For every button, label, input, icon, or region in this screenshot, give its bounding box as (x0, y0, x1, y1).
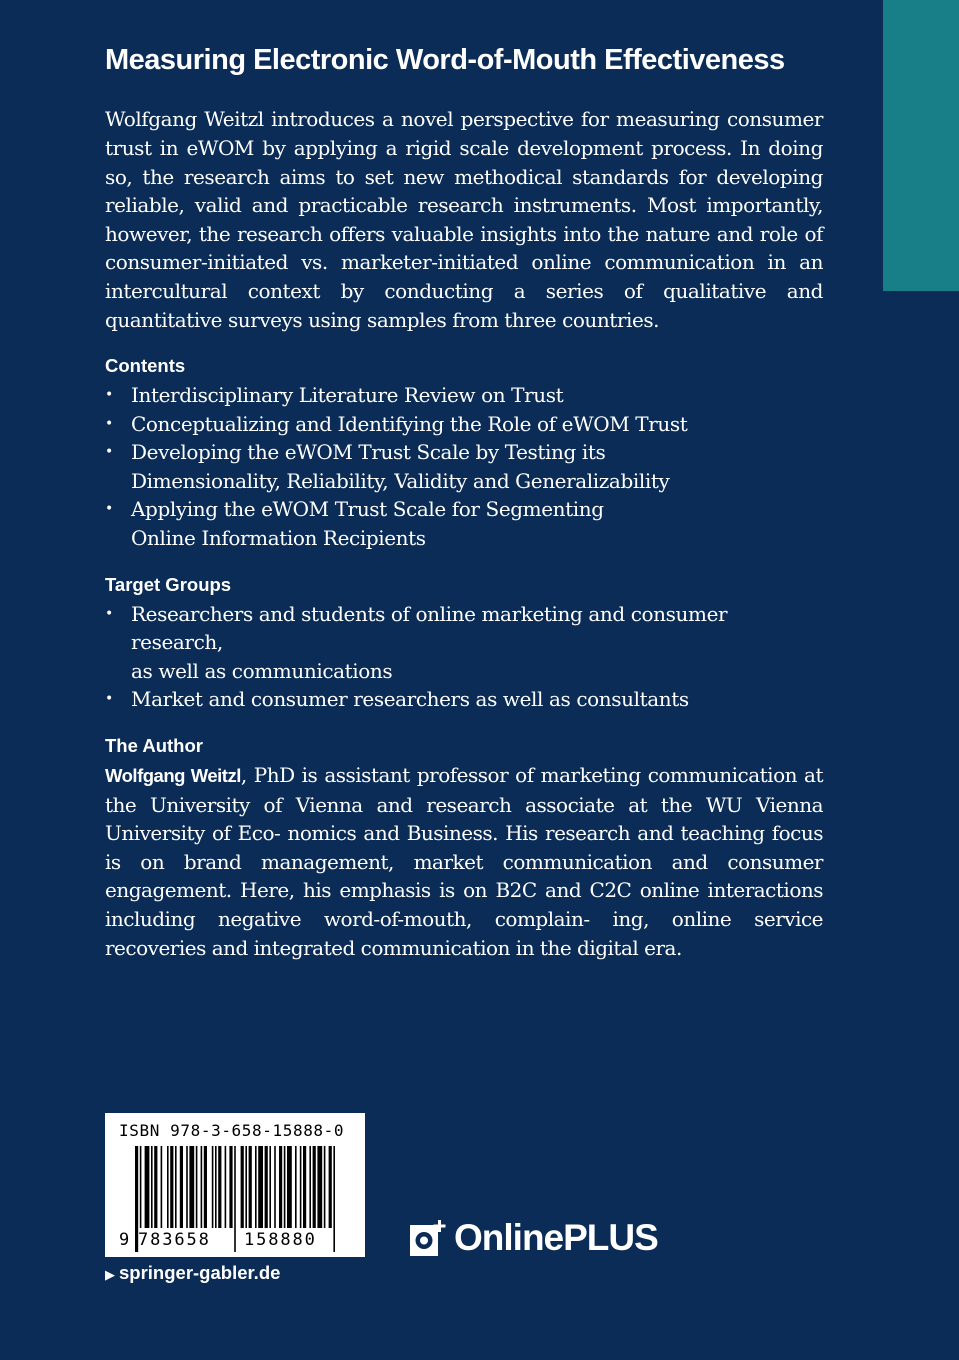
barcode-digit-group-left: 783658 (138, 1230, 211, 1250)
barcode-bar (154, 1146, 157, 1228)
back-cover-text (105, 40, 823, 962)
barcode-bar (258, 1146, 263, 1228)
barcode-bar (309, 1146, 311, 1228)
barcode-digit-group-right: 158880 (244, 1230, 317, 1250)
intro-line: aims to set new methodical standards for developing reliable, valid and practicable (105, 164, 823, 218)
barcode-bar (175, 1146, 177, 1228)
barcode-bar (201, 1146, 203, 1228)
barcode-bar (215, 1146, 217, 1228)
barcode-bar (229, 1146, 232, 1228)
barcode-bar (313, 1146, 316, 1228)
barcode-bar (196, 1146, 198, 1228)
barcode-bar (145, 1146, 150, 1228)
barcode-bar (225, 1146, 227, 1228)
barcode-bar (295, 1146, 297, 1228)
bullet-icon: • (105, 387, 113, 404)
onlineplus-icon (410, 1218, 446, 1258)
contents-heading: Contents (105, 355, 186, 377)
bullet-icon: • (105, 444, 113, 461)
target-groups-list (105, 600, 823, 714)
barcode-bar (324, 1146, 326, 1228)
book-title: Measuring Electronic Word-of-Mouth Effectiveness (105, 44, 785, 76)
intro-paragraph (105, 105, 823, 334)
barcode-bar (333, 1146, 335, 1252)
barcode-bar (241, 1146, 244, 1228)
barcode-bar (279, 1146, 282, 1228)
barcode-bar (212, 1146, 214, 1228)
intro-line: Wolfgang Weitzl introduces a novel perspective for measuring consumer trust in (105, 107, 823, 160)
barcode-bar (274, 1146, 276, 1228)
isbn-label: ISBN 978-3-658-15888-0 (119, 1121, 345, 1140)
list-item: • Researchers and students of online marketing and consumer research, as well as communications (105, 601, 728, 683)
intro-line: qualitative and quantitative surveys using samples from three countries. (105, 278, 823, 332)
bullet-icon: • (105, 501, 113, 518)
target-groups-heading: Target Groups (105, 573, 232, 595)
barcode-bar (204, 1146, 207, 1228)
barcode-graphic (105, 1113, 365, 1257)
list-item: • Interdisciplinary Literature Review on Trust (105, 381, 823, 410)
contents-list (105, 381, 823, 553)
barcode-bar (317, 1146, 322, 1228)
barcode-bar (189, 1146, 194, 1228)
intro-line: research instruments. Most importantly, however, the research offers valuable (105, 193, 823, 246)
list-item: • Applying the eWOM Trust Scale for Segmenting Online Information Recipients (105, 497, 604, 551)
barcode-bar (167, 1146, 169, 1228)
list-item: • Conceptualizing and Identifying the Role of eWOM Trust (105, 410, 823, 439)
list-item: • Market and consumer researchers as well as consultants (105, 685, 823, 714)
barcode-bar (303, 1146, 306, 1228)
barcode-bar (284, 1146, 286, 1228)
barcode-bar (151, 1146, 153, 1228)
author-heading: The Author (105, 735, 203, 757)
barcode-bar (170, 1146, 173, 1228)
list-item: • Developing the eWOM Trust Scale by Testing its Dimensionality, Reliability, Validity and Generalizability (105, 440, 670, 493)
intro-line: insights into the nature and role of consumer-initiated vs. marketer-initiated (105, 221, 823, 275)
barcode-bar (249, 1146, 252, 1228)
accent-tab (883, 0, 959, 291)
barcode-bar (186, 1146, 188, 1228)
barcode-bar (255, 1146, 257, 1228)
barcode-bar (287, 1146, 292, 1228)
bullet-icon: • (105, 605, 113, 622)
barcode-bar (265, 1146, 268, 1228)
barcode-bar (269, 1146, 271, 1228)
website-link[interactable]: ▶ springer-gabler.de (105, 1262, 281, 1283)
author-name: Wolfgang Weitzl (105, 765, 241, 787)
isbn-barcode (105, 1113, 365, 1257)
barcode-bar (161, 1146, 163, 1228)
barcode-bar (218, 1146, 221, 1228)
onlineplus-logo (410, 1216, 658, 1260)
barcode-bar (300, 1146, 302, 1228)
barcode-bar (329, 1146, 332, 1228)
barcode-bar (234, 1146, 236, 1252)
barcode-bar (180, 1146, 183, 1228)
bullet-icon: • (105, 415, 113, 432)
intro-line: online communication in an intercultural context by conducting a series of (105, 250, 823, 303)
arrow-right-icon: ▶ (105, 1267, 115, 1282)
intro-line: eWOM by applying a rigid scale development process. In doing so, the research (105, 135, 823, 189)
barcode-digit-first: 9 (119, 1230, 130, 1250)
barcode-bar (140, 1146, 142, 1228)
onlineplus-wordmark: OnlinePLUS (454, 1217, 658, 1258)
author-bio: Wolfgang Weitzl, PhD is assistant professor of marketing communication at the University of Vienna and research associate at the WU Vienna University of Eco- nomics and Business. His research and teaching focus is on brand management, market communication and consumer engagement. Here, his emphasis is on B2C and C2C online interactions including negative word-of-mouth, complain- ing, online service recoveries and integrated communication in the digital era. (105, 763, 824, 960)
bullet-icon: • (105, 691, 113, 708)
barcode-bar (245, 1146, 247, 1228)
